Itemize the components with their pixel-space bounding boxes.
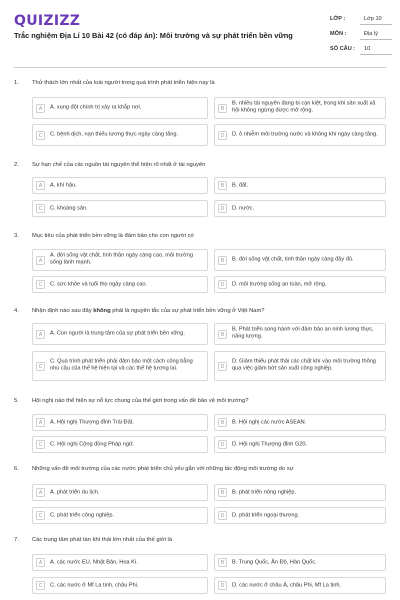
option-b[interactable]: [214, 484, 386, 501]
question-text-post: phải là nguyên tắc của sự phát triển bền vững ở Việt Nam?: [110, 308, 265, 314]
question-5: [14, 398, 386, 458]
option-text: B. Hội nghị các nước ASEAN.: [232, 418, 307, 425]
option-letter: B: [218, 418, 227, 427]
option-b[interactable]: [214, 177, 386, 194]
option-letter: A: [36, 488, 45, 497]
question-6: [14, 466, 386, 528]
option-a[interactable]: [32, 249, 208, 271]
option-text: B. Trung Quốc, Ấn Độ, Hàn Quốc.: [232, 558, 317, 565]
question-text-pre: Nhận định nào sau đây: [32, 308, 94, 314]
option-c[interactable]: [32, 351, 208, 381]
header-divider: [14, 67, 386, 68]
option-d[interactable]: [214, 351, 386, 381]
option-letter: B: [218, 488, 227, 497]
option-letter: C: [36, 440, 45, 449]
question-number: 5.: [14, 398, 19, 404]
option-d[interactable]: [214, 276, 386, 293]
option-text: C. phát triển công nghiệp.: [50, 511, 115, 518]
question-number: 6.: [14, 466, 19, 472]
question-number: 1.: [14, 80, 19, 86]
option-a[interactable]: [32, 97, 208, 119]
option-c[interactable]: [32, 276, 208, 293]
question-number: 2.: [14, 162, 19, 168]
question-3: [14, 233, 386, 297]
option-letter: B: [218, 256, 227, 265]
option-a[interactable]: [32, 484, 208, 501]
option-letter: D: [218, 511, 227, 520]
meta-class-label: LỚP :: [330, 16, 346, 22]
option-text: A. phát triển du lịch.: [50, 488, 100, 495]
question-number: 7.: [14, 537, 19, 543]
meta-subject-underline: [360, 39, 392, 40]
option-text: A. các nước EU, Nhật Bản, Hoa Kì.: [50, 558, 138, 565]
meta-count-label: SỐ CÂU :: [330, 46, 356, 52]
question-text-emphasis: không: [93, 308, 111, 314]
option-text: D. phát triển ngoại thương.: [232, 511, 300, 518]
question-1: [14, 80, 386, 152]
option-c[interactable]: [32, 124, 208, 146]
option-text: B. Phát triển song hành với đảm bảo an ninh lương thực, năng lượng.: [232, 326, 374, 340]
option-d[interactable]: [214, 124, 386, 146]
meta-subject-label: MÔN :: [330, 31, 347, 37]
option-text: C. bệnh dịch, nạn thiếu lương thực ngày càng tăng.: [50, 131, 179, 138]
option-letter: A: [36, 418, 45, 427]
question-text: Những vấn đề môi trường của các nước phát triển chủ yếu gắn với những tác động môi trường do sự: [32, 466, 294, 472]
option-letter: A: [36, 104, 45, 113]
option-letter: C: [36, 581, 45, 590]
option-letter: D: [218, 280, 227, 289]
option-text: D. ô nhiễm môi trường nước và không khí ngày càng tăng.: [232, 131, 378, 138]
option-d[interactable]: [214, 507, 386, 524]
option-letter: B: [218, 104, 227, 113]
question-text: Sự hạn chế của các nguồn tài nguyên thể hiện rõ nhất ở tài nguyên: [32, 162, 206, 168]
meta-count-value: 10: [364, 46, 371, 52]
option-text: C. sức khỏe và tuổi thọ ngày càng cao.: [50, 280, 148, 287]
option-c[interactable]: [32, 507, 208, 524]
option-text: C. các nước ở Mĩ La tinh, châu Phi.: [50, 581, 139, 588]
option-text: C. Quá trình phát triển phải đảm bảo một cách công bằng nhu cầu của thế hệ hiện tại và các thế hệ tương lai.: [50, 358, 193, 372]
option-text: D. Giảm thiểu phát thải các chất khí vào môi trường thông qua việc giảm bớt sản xuất công nghiệp.: [232, 358, 376, 372]
option-letter: D: [218, 440, 227, 449]
option-a[interactable]: [32, 554, 208, 571]
option-text: A. Hội nghị Thượng đỉnh Trái Đất.: [50, 418, 134, 425]
option-c[interactable]: [32, 200, 208, 217]
option-letter: C: [36, 204, 45, 213]
option-text: D. các nước ở châu Á, châu Phi, Mĩ La tinh.: [232, 581, 342, 588]
quizizz-logo: QUIZIZZ: [14, 13, 81, 29]
option-letter: D: [218, 131, 227, 140]
option-text: B. đất.: [232, 181, 249, 188]
option-letter: D: [218, 204, 227, 213]
question-7: [14, 537, 386, 597]
option-text: A. xung đột chính trị xảy ra khắp nơi.: [50, 104, 142, 111]
meta-count-underline: [360, 54, 392, 55]
option-letter: D: [218, 362, 227, 371]
option-c[interactable]: [32, 436, 208, 453]
option-letter: B: [218, 181, 227, 190]
option-text: D. môi trường sống an toàn, mở rộng.: [232, 280, 327, 287]
question-2: [14, 162, 386, 222]
option-letter: A: [36, 330, 45, 339]
document-header: [0, 0, 400, 66]
option-text: A. đời sống vật chất, tinh thần ngày càng cao, môi trường sống lành mạnh.: [50, 252, 193, 266]
option-c[interactable]: [32, 577, 208, 594]
option-text: D. Hội nghị Thượng đỉnh G20.: [232, 440, 308, 447]
question-number: 4.: [14, 308, 19, 314]
question-4: [14, 308, 386, 388]
option-text: C. khoáng sản.: [50, 204, 88, 211]
option-b[interactable]: [214, 97, 386, 119]
meta-subject-value: Địa lý: [364, 31, 378, 37]
option-letter: C: [36, 131, 45, 140]
option-a[interactable]: [32, 414, 208, 431]
meta-class-underline: [360, 24, 392, 25]
option-b[interactable]: [214, 249, 386, 271]
option-letter: C: [36, 280, 45, 289]
option-b[interactable]: [214, 414, 386, 431]
option-letter: B: [218, 330, 227, 339]
option-text: C. Hội nghị Cộng đồng Pháp ngữ.: [50, 440, 135, 447]
question-text: Mục tiêu của phát triển bền vững là đảm bảo cho con người có: [32, 233, 194, 239]
question-number: 3.: [14, 233, 19, 239]
option-letter: B: [218, 558, 227, 567]
option-d[interactable]: [214, 577, 386, 594]
option-letter: C: [36, 362, 45, 371]
meta-class-value: Lớp 10: [364, 16, 382, 22]
question-text: Các trung tâm phát tán khí thải lớn nhất của thế giới là: [32, 537, 173, 543]
option-b[interactable]: [214, 554, 386, 571]
option-a[interactable]: [32, 323, 208, 345]
option-text: B. nhiều tài nguyên đang bị cạn kiệt, trong khi sản xuất xã hội không ngừng được mở rộng.: [232, 100, 376, 114]
option-letter: D: [218, 581, 227, 590]
option-text: D. nước.: [232, 204, 255, 211]
question-text: Hội nghị nào thể hiện sự nỗ lực chung của thế giới trong vấn đề bảo vệ môi trường?: [32, 398, 249, 404]
option-text: B. đời sống vật chất, tinh thần ngày càng đầy đủ.: [232, 256, 354, 263]
option-text: A. khí hậu.: [50, 181, 77, 188]
option-letter: A: [36, 181, 45, 190]
option-letter: A: [36, 558, 45, 567]
option-text: A. Con người là trung tâm của sự phát triển bền vững.: [50, 330, 185, 337]
document-title: Trắc nghiệm Địa Lí 10 Bài 42 (có đáp án): Môi trường và sự phát triển bền vững: [14, 31, 293, 40]
option-d[interactable]: [214, 436, 386, 453]
option-letter: A: [36, 256, 45, 265]
option-b[interactable]: [214, 323, 386, 345]
option-text: B. phát triển nông nghiệp.: [232, 488, 297, 495]
option-d[interactable]: [214, 200, 386, 217]
question-text: Thử thách lớn nhất của loài người trong quá trình phát triển hiện nay là: [32, 80, 215, 86]
question-text: [32, 308, 382, 316]
option-a[interactable]: [32, 177, 208, 194]
option-letter: C: [36, 511, 45, 520]
